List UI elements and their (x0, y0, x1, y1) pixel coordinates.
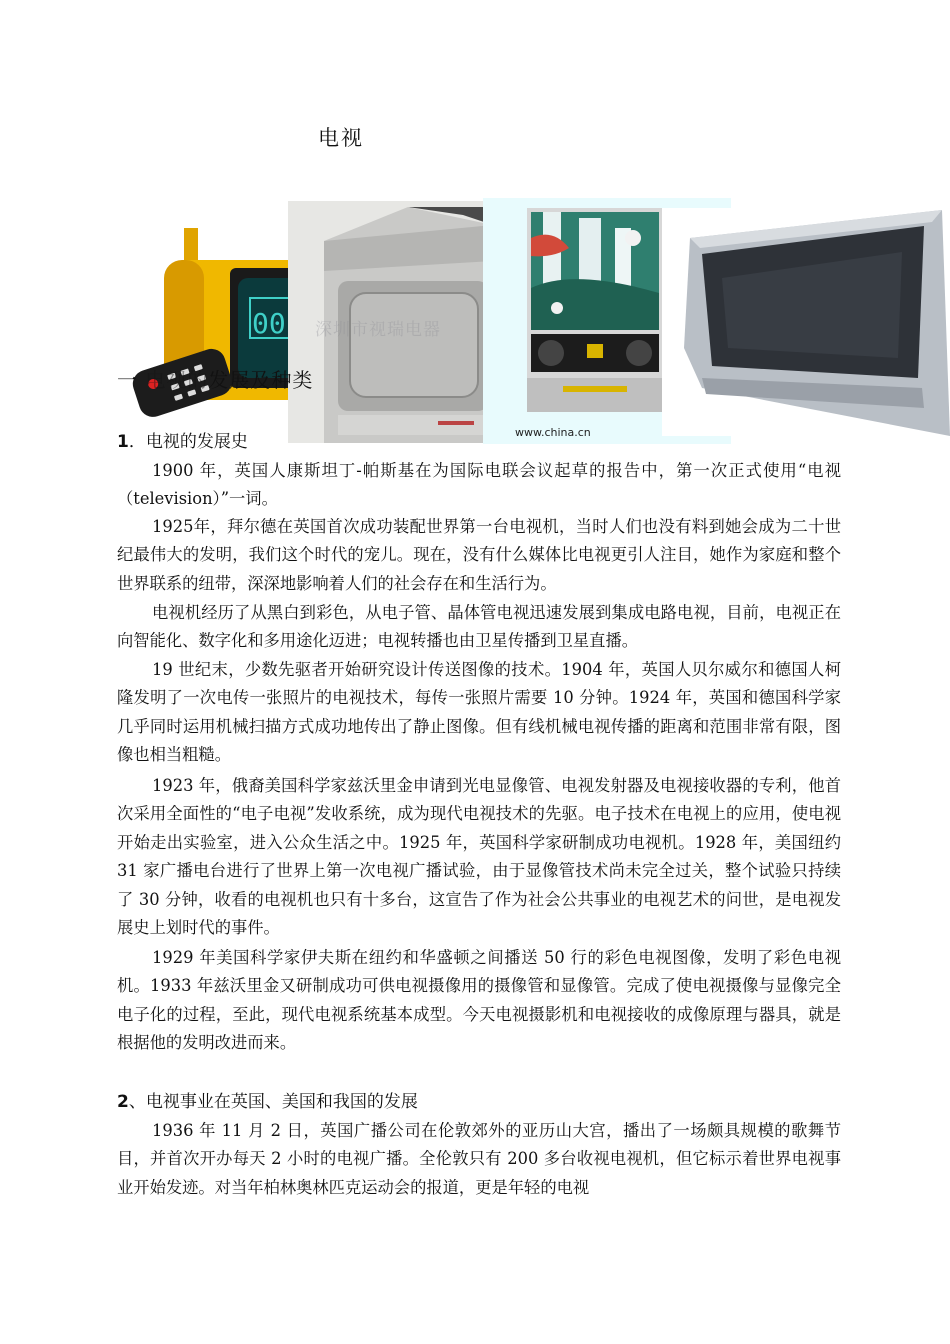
paragraph: 1936 年 11 月 2 日，英国广播公司在伦敦郊外的亚历山大宫，播出了一场颇具规模的歌舞节目，并首次开办每天 2 小时的电视广播。全伦敦只有 200 多台收视电视机，但它标示着世界电视事业开始发迹。对当年柏林奥林匹克运动会的报道，更是年轻的电视 (117, 1121, 841, 1197)
paragraph: 1929 年美国科学家伊夫斯在纽约和华盛顿之间播送 50 行的彩色电视图像，发明了彩色电视机。1933 年兹沃里金又研制成功可供电视摄像用的摄像管和显像管。完成了使电视摄像与显像完全电子化的过程，至此，现代电视系统基本成型。今天电视摄影机和电视接收的成像原理与器具，就是根据他的发明改进而来。 (117, 948, 841, 1053)
page-title: 电视 (318, 126, 364, 150)
china-url-caption: www.china.cn (515, 426, 591, 439)
subsection-1-number: 1 (117, 432, 129, 452)
crt-tv-image (288, 201, 493, 443)
section-heading (117, 364, 313, 393)
paragraph: 1925年，拜尔德在英国首次成功装配世界第一台电视机，当时人们也没有料到她会成为二十世纪最伟大的发明，我们这个时代的宠儿。现在，没有什么媒体比电视更引人注目，她作为家庭和整个世界联系的纽带，深深地影响着人们的社会存在和生活行为。 (117, 517, 841, 593)
paragraph: 1900 年，英国人康斯坦丁-帕斯基在为国际电联会议起草的报告中，第一次正式使用“电视（television）”一词。 (117, 461, 841, 509)
paragraph: 19 世纪末，少数先驱者开始研究设计传送图像的技术。1904 年，英国人贝尔威尔和德国人柯隆发明了一次电传一张照片的电视技术，每传一张照片需要 10 分钟。1924 年，英国和德国科学家几乎同时运用机械扫描方式成功地传出了静止图像。但有线机械电视传播的距离和范围非常有限，图像也相当粗糙。 (117, 660, 841, 765)
flat-panel-tv-image (662, 208, 950, 436)
subsection-2-label: 、电视事业在英国、美国和我国的发展 (128, 1092, 418, 1112)
subsection-1-label: ．电视的发展史 (128, 432, 248, 452)
watermark-text: 深圳市视瑞电器 (315, 320, 441, 340)
subsection-2-number: 2 (117, 1092, 129, 1112)
yellow-portable-tv-image (126, 198, 306, 430)
section-title: 发展及种类 (208, 368, 314, 392)
section-title-hidden: 电视的 (145, 368, 209, 392)
paragraph: 1923 年，俄裔美国科学家兹沃里金申请到光电显像管、电视发射器及电视接收器的专利，他首次采用全面性的“电子电视”发收系统，成为现代电视技术的先驱。电子技术在电视上的应用，使电视开始走出实验室，进入公众生活之中。1925 年，英国科学家研制成功电视机。1928 年，美国纽约 31 家广播电台进行了世界上第一次电视广播试验，由于显像管技术尚未完全过关，整个试验只持续了 30 分钟，收看的电视机也只有十多台，这宣告了作为社会公共事业的电视艺术的问世，是电视发展史上划时代的事件。 (117, 776, 841, 938)
svg-text:00: 00 (252, 307, 286, 340)
section-number: 一 (117, 368, 138, 392)
subsection-1-heading (117, 428, 248, 456)
subsection-2-heading (117, 1088, 418, 1116)
paragraph: 电视机经历了从黑白到彩色，从电子管、晶体管电视迅速发展到集成电路电视，目前，电视正在向智能化、数字化和多用途化迈进；电视转播也由卫星传播到卫星直播。 (117, 603, 841, 651)
